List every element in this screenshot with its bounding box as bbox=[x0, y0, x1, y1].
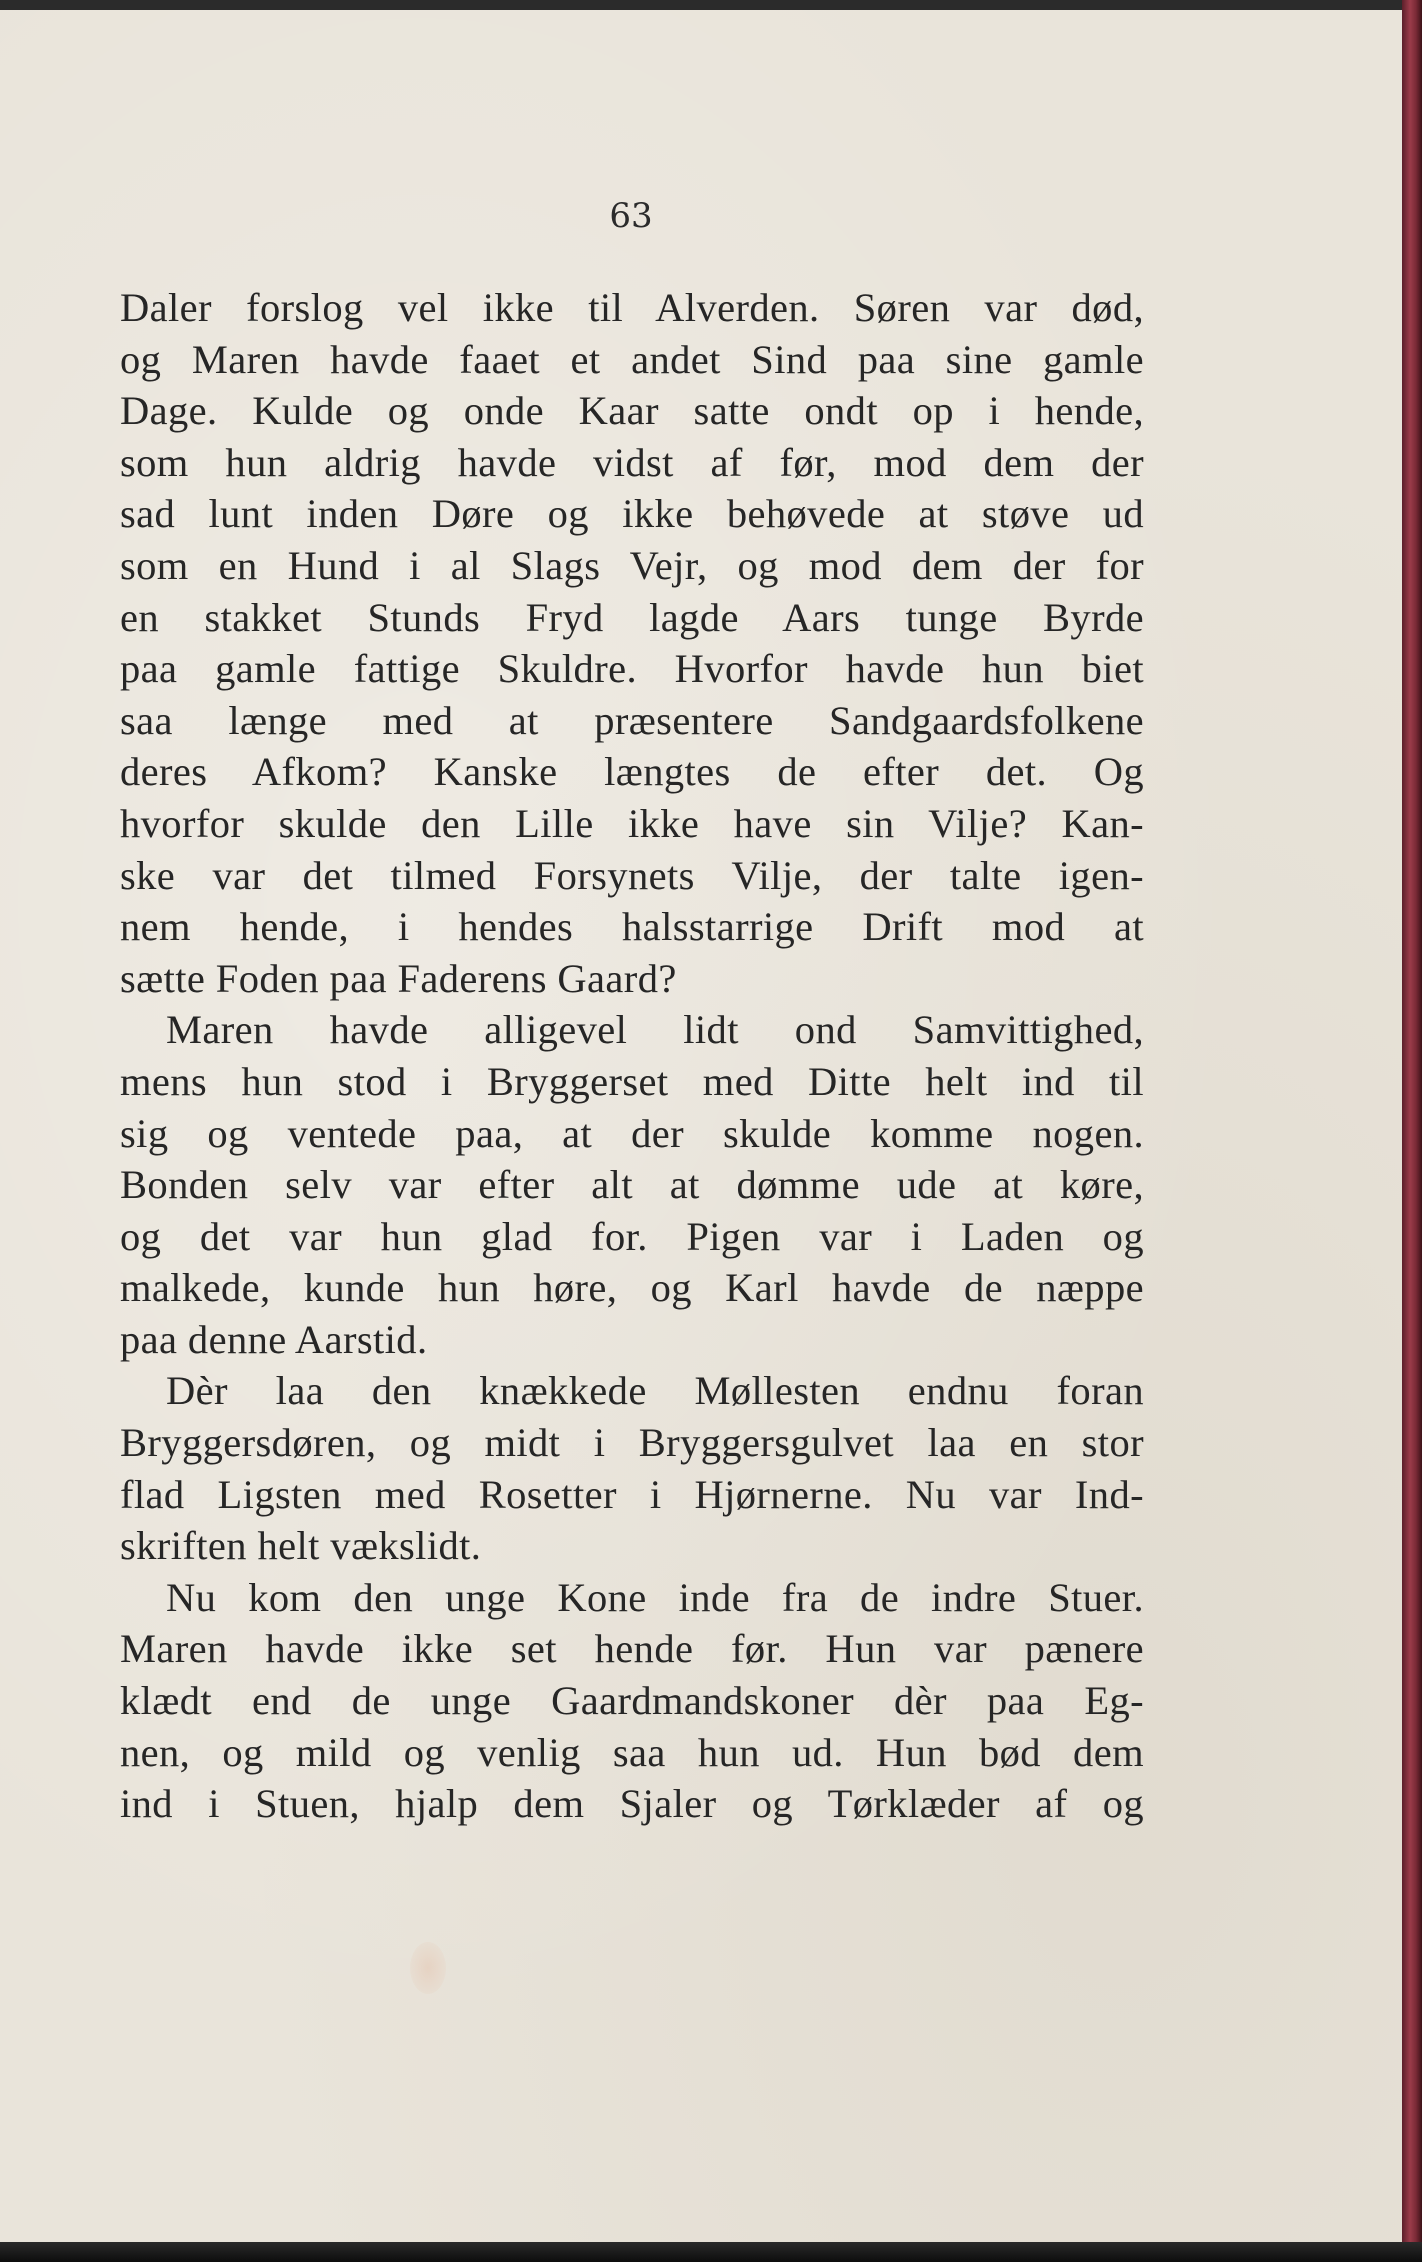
text-line: Dage. Kulde og onde Kaar satte ondt op i hende, bbox=[120, 388, 1144, 434]
text-line: skriften helt vækslidt. bbox=[120, 1523, 482, 1569]
bottom-edge bbox=[0, 2242, 1422, 2262]
text-line: og det var hun glad for. Pigen var i Laden og bbox=[120, 1213, 1144, 1259]
text-line: flad Ligsten med Rosetter i Hjørnerne. Nu var Ind- bbox=[120, 1471, 1144, 1517]
book-spine bbox=[1402, 0, 1422, 2262]
text-line: ske var det tilmed Forsynets Vilje, der talte igen- bbox=[120, 852, 1144, 898]
text-line: hvorfor skulde den Lille ikke have sin Vilje? Kan- bbox=[120, 800, 1144, 846]
book-page bbox=[0, 10, 1402, 2242]
text-line: nem hende, i hendes halsstarrige Drift mod at bbox=[120, 904, 1144, 950]
text-line: som hun aldrig havde vidst af før, mod dem der bbox=[120, 439, 1144, 485]
text-line: Dèr laa den knækkede Møllesten endnu foran bbox=[166, 1368, 1144, 1414]
paper-stain bbox=[410, 1942, 446, 1994]
text-line: paa gamle fattige Skuldre. Hvorfor havde hun biet bbox=[120, 646, 1144, 692]
text-line: Nu kom den unge Kone inde fra de indre Stuer. bbox=[166, 1574, 1144, 1620]
text-line: Maren havde ikke set hende før. Hun var pænere bbox=[120, 1626, 1144, 1672]
text-line: sætte Foden paa Faderens Gaard? bbox=[120, 955, 677, 1001]
text-line: ind i Stuen, hjalp dem Sjaler og Tørklæder af og bbox=[120, 1781, 1144, 1827]
text-line: Bryggersdøren, og midt i Bryggersgulvet laa en stor bbox=[120, 1420, 1144, 1466]
text-line: Bonden selv var efter alt at dømme ude at køre, bbox=[120, 1162, 1144, 1208]
page-number: 63 bbox=[609, 196, 653, 236]
body-text bbox=[120, 282, 1144, 1830]
text-line: Maren havde alligevel lidt ond Samvittighed, bbox=[166, 1007, 1144, 1053]
text-line: saa længe med at præsentere Sandgaardsfolkene bbox=[120, 697, 1144, 743]
text-line: som en Hund i al Slags Vejr, og mod dem der for bbox=[120, 542, 1144, 588]
text-line: en stakket Stunds Fryd lagde Aars tunge Byrde bbox=[120, 594, 1144, 640]
text-line: Daler forslog vel ikke til Alverden. Søren var død, bbox=[120, 285, 1144, 330]
text-line: nen, og mild og venlig saa hun ud. Hun bød dem bbox=[120, 1729, 1144, 1775]
text-line: paa denne Aarstid. bbox=[120, 1316, 428, 1362]
text-line: sig og ventede paa, at der skulde komme nogen. bbox=[120, 1110, 1144, 1156]
top-edge bbox=[0, 0, 1422, 10]
text-line: malkede, kunde hun høre, og Karl havde de næppe bbox=[120, 1265, 1144, 1311]
text-line: deres Afkom? Kanske længtes de efter det. Og bbox=[120, 749, 1144, 795]
text-line: mens hun stod i Bryggerset med Ditte helt ind til bbox=[120, 1058, 1144, 1104]
text-line: og Maren havde faaet et andet Sind paa sine gamle bbox=[120, 336, 1144, 382]
text-line: sad lunt inden Døre og ikke behøvede at støve ud bbox=[120, 491, 1144, 537]
text-line: klædt end de unge Gaardmandskoner dèr paa Eg- bbox=[120, 1678, 1144, 1724]
